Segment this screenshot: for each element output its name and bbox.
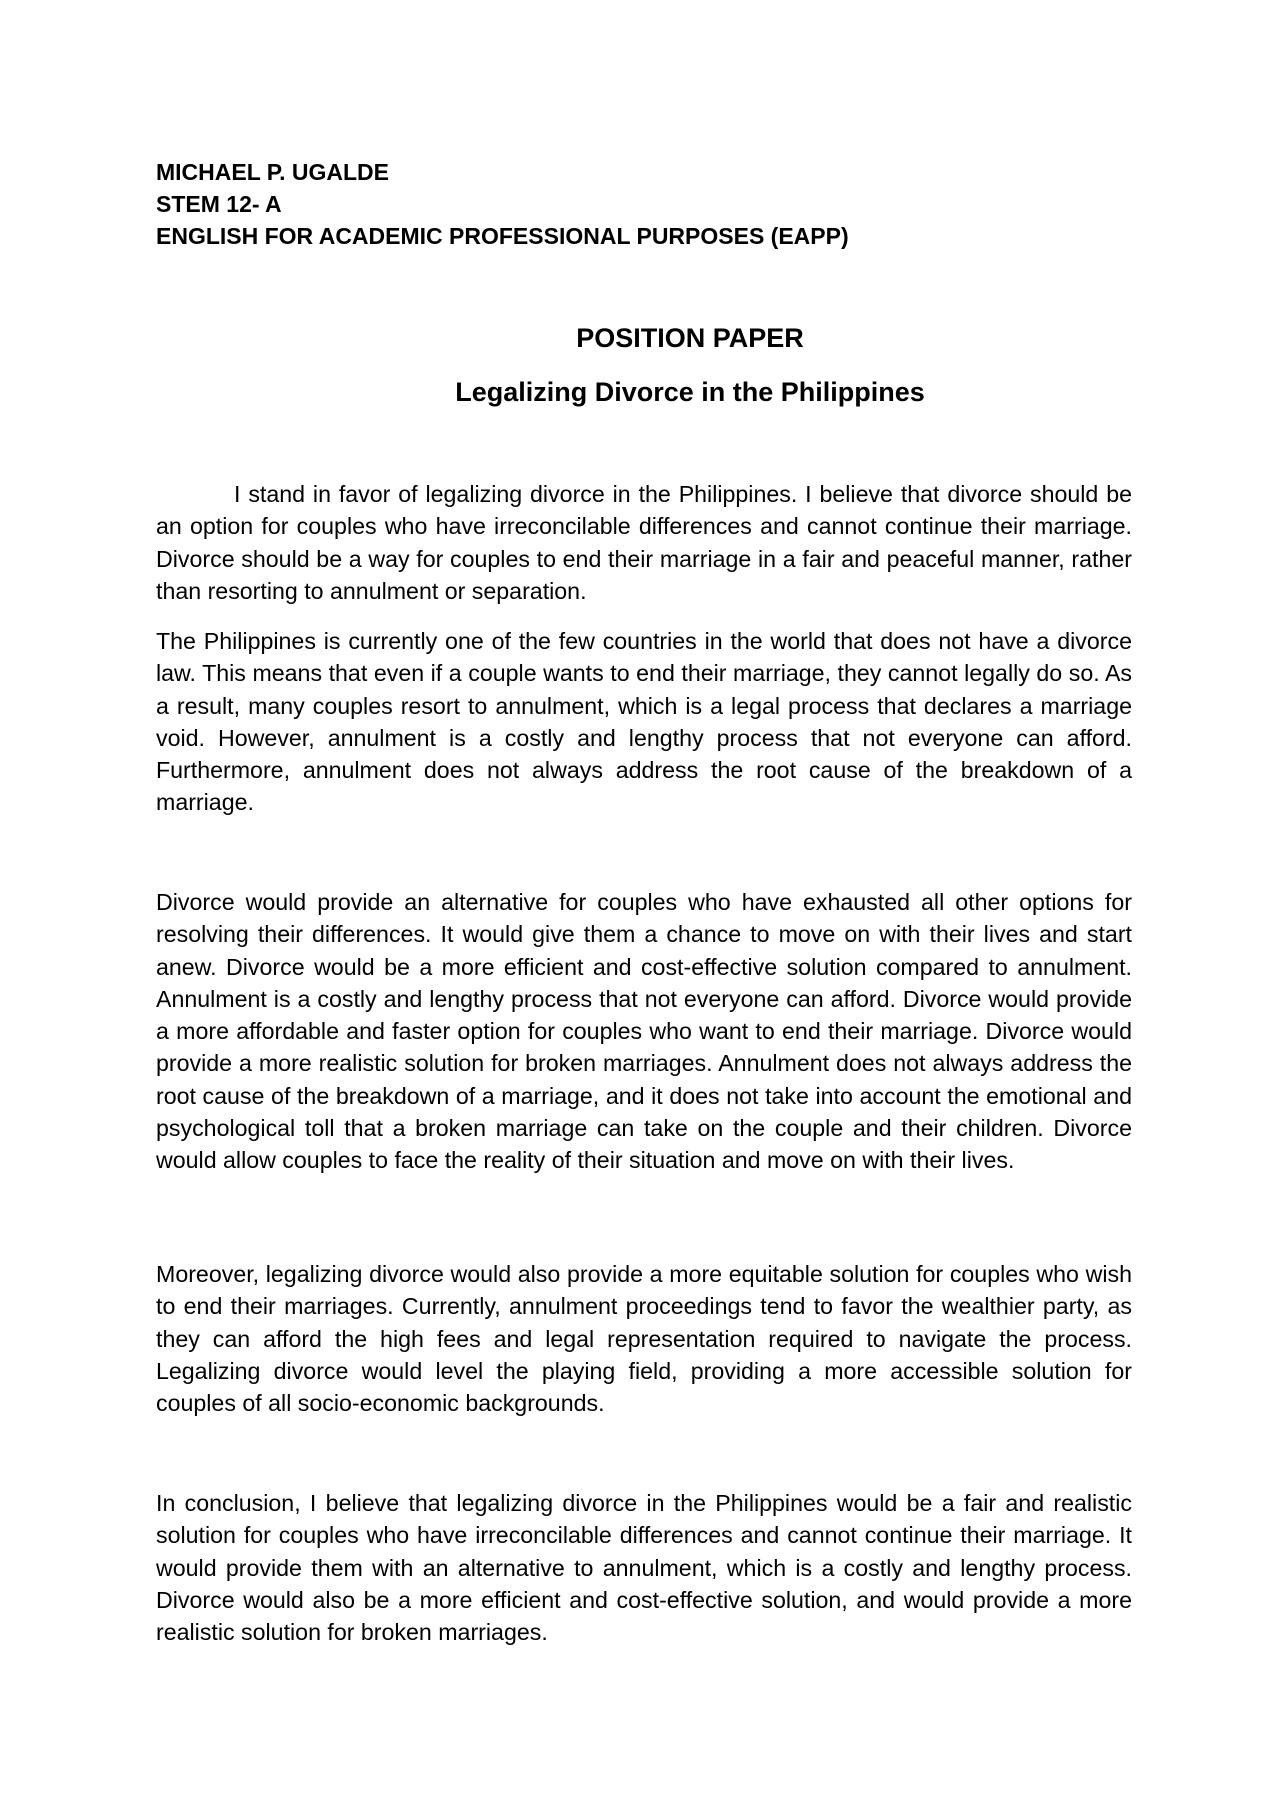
paragraph-alternative: Divorce would provide an alternative for couples who have exhausted all other options for resolving their differences. It would give them a chance to move on with their lives and start anew. Divorce would be a more efficient and cost-effective solution compared to annulment. Annulment is a costly and lengthy process that not everyone can afford. Divorce would provide a more affordable and faster option for couples who want to end their marriage. Divorce would provide a more realistic solution for broken marriages. Annulment does not always address the root cause of the breakdown of a marriage, and it does not take into account the emotional and psychological toll that a broken marriage can take on the couple and their children. Divorce would allow couples to face the reality of their situation and move on with their lives.: [156, 889, 1132, 1174]
class-section: STEM 12- A: [156, 191, 282, 217]
course-name: ENGLISH FOR ACADEMIC PROFESSIONAL PURPOSES (EAPP): [156, 223, 849, 249]
document-title: Legalizing Divorce in the Philippines: [455, 377, 925, 407]
paragraph-context: The Philippines is currently one of the few countries in the world that does not have a divorce law. This means that even if a couple wants to end their marriage, they cannot legally do so. As a result, many couples resort to annulment, which is a legal process that declares a marriage void. However, annulment is a costly and lengthy process that not everyone can afford. Furthermore, annulment does not always address the root cause of the breakdown of a marriage.: [156, 628, 1132, 816]
author-name: MICHAEL P. UGALDE: [156, 159, 390, 185]
paragraph-intro: I stand in favor of legalizing divorce in the Philippines. I believe that divorce should be an option for couples who have irreconcilable differences and cannot continue their marriage. Divorce should be a way for couples to end their marriage in a fair and peaceful manner, rather than resorting to annulment or separation.: [156, 481, 1132, 604]
paragraph-conclusion: In conclusion, I believe that legalizing divorce in the Philippines would be a fair and realistic solution for couples who have irreconcilable differences and cannot continue their marriage. It would provide them with an alternative to annulment, which is a costly and lengthy process. Divorce would also be a more efficient and cost-effective solution, and would provide a more realistic solution for broken marriages.: [156, 1490, 1132, 1646]
paragraph-equity: Moreover, legalizing divorce would also provide a more equitable solution for couples who wish to end their marriages. Currently, annulment proceedings tend to favor the wealthier party, as they can afford the high fees and legal representation required to navigate the process. Legalizing divorce would level the playing field, providing a more accessible solution for couples of all socio-economic backgrounds.: [156, 1261, 1132, 1417]
document-type-heading: POSITION PAPER: [576, 323, 804, 353]
author-header: [156, 156, 1136, 252]
